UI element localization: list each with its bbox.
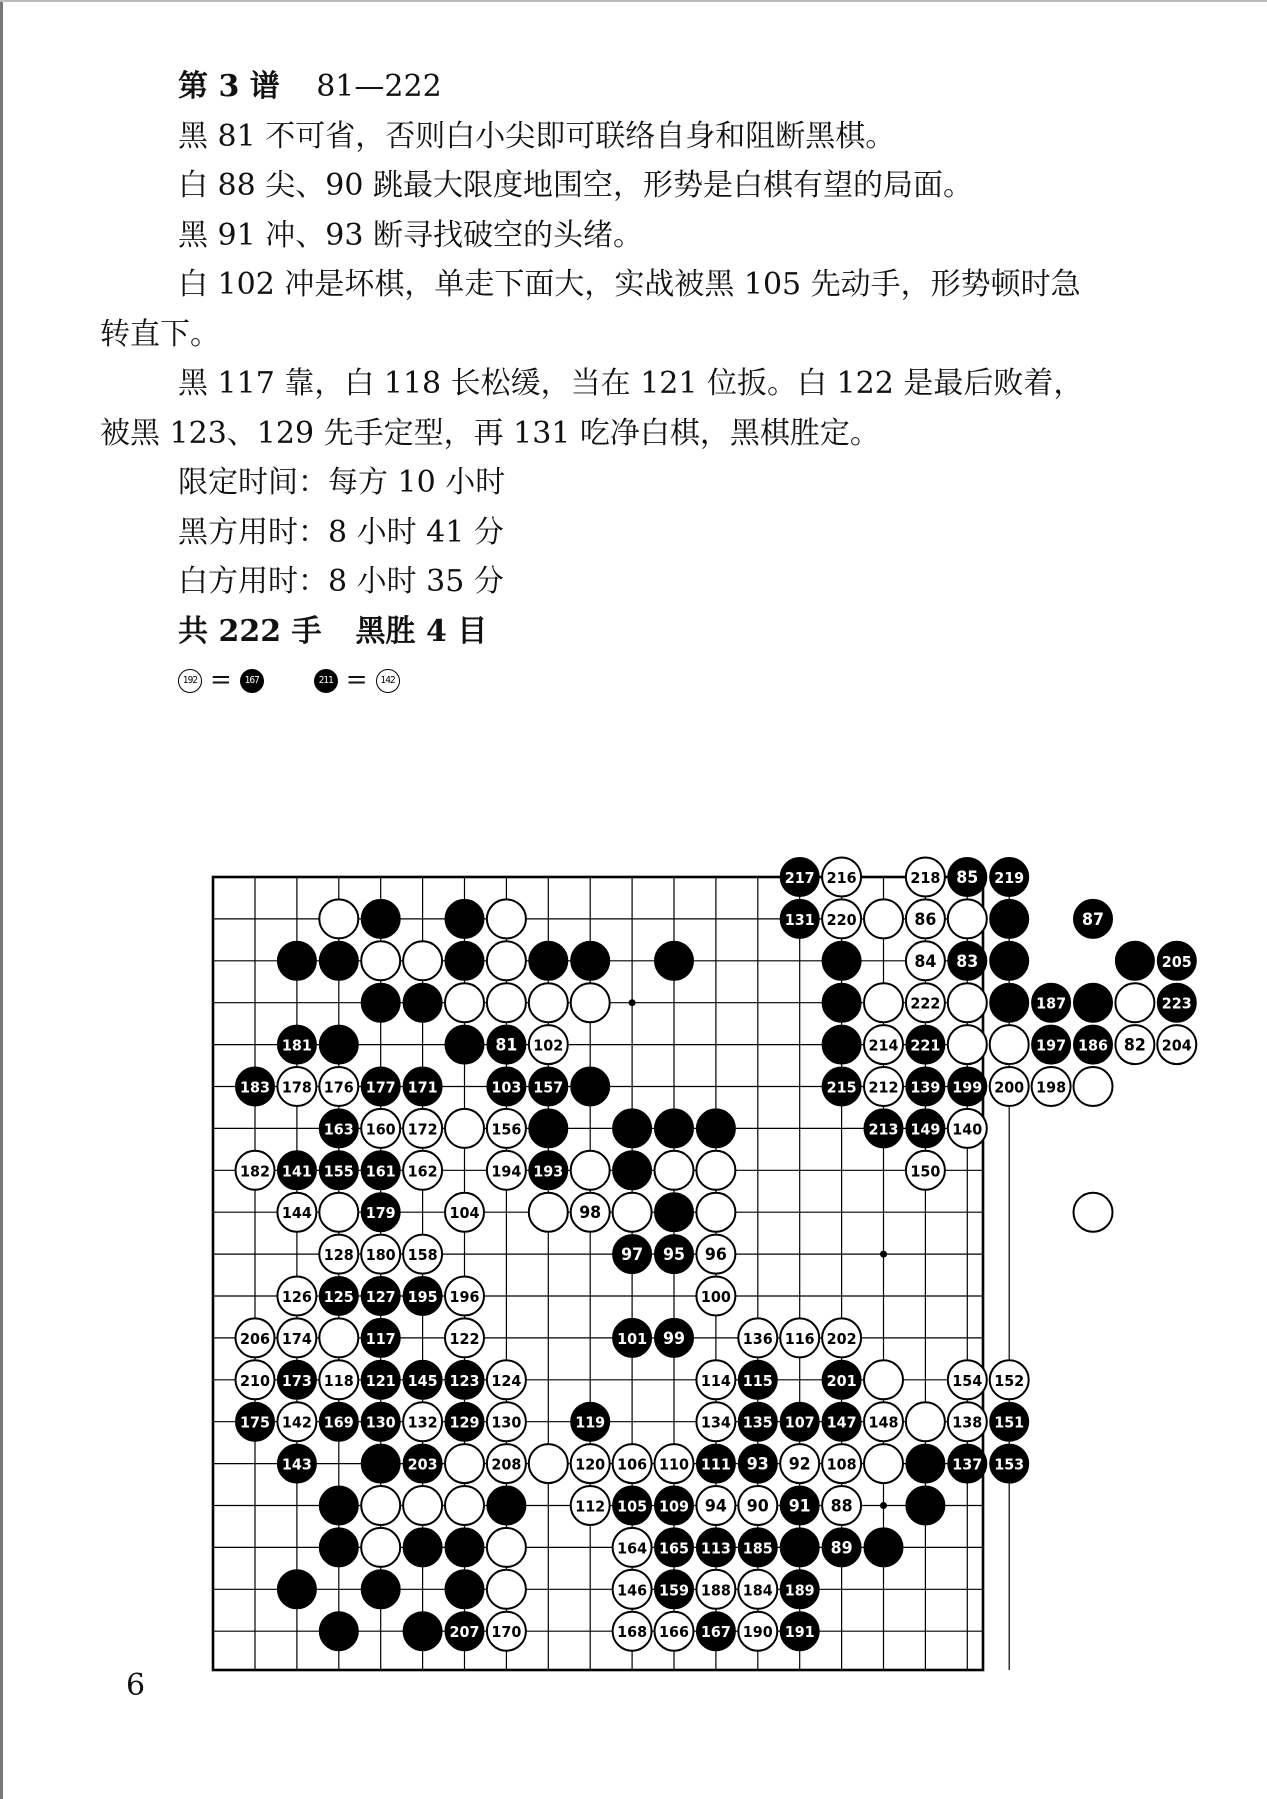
move-number: 214 [868, 1036, 899, 1055]
move-number: 111 [700, 1455, 731, 1474]
move-number: 95 [663, 1245, 685, 1266]
move-number: 89 [830, 1538, 853, 1559]
move-number: 186 [1078, 1036, 1108, 1055]
white-stone [1074, 1067, 1113, 1106]
move-number: 188 [700, 1581, 731, 1600]
black-stone [403, 1612, 442, 1651]
move-number: 148 [868, 1413, 899, 1432]
move-number: 201 [826, 1371, 857, 1390]
move-number: 181 [281, 1036, 312, 1055]
black-stone [361, 1444, 400, 1483]
move-number: 184 [742, 1581, 773, 1600]
white-stone [696, 1151, 735, 1190]
black-stone [1074, 983, 1113, 1022]
move-number: 169 [323, 1413, 354, 1432]
white-stone [445, 1109, 484, 1148]
equivalence-stone-white: 192 [178, 669, 202, 693]
white-stone [1115, 983, 1154, 1022]
move-number: 167 [700, 1623, 731, 1642]
move-number: 219 [994, 869, 1025, 887]
move-number: 163 [323, 1120, 354, 1139]
move-number: 183 [240, 1078, 270, 1097]
move-number: 100 [700, 1288, 731, 1306]
move-number: 189 [784, 1581, 815, 1600]
move-number: 150 [910, 1162, 941, 1181]
move-number: 176 [323, 1078, 354, 1097]
move-number: 168 [617, 1623, 648, 1642]
black-stone [361, 1570, 400, 1609]
move-number: 172 [407, 1120, 438, 1139]
white-stone [319, 899, 358, 938]
black-stone [990, 941, 1029, 980]
move-number: 138 [952, 1413, 983, 1432]
black-stone [655, 1193, 694, 1232]
white-stone [906, 1402, 945, 1441]
white-stone [1074, 1193, 1113, 1232]
move-number: 106 [617, 1455, 648, 1474]
white-stone [990, 1025, 1029, 1064]
commentary-paragraph: 黑 91 冲、93 断寻找破空的头绪。 [178, 217, 643, 253]
white-stone [487, 1570, 526, 1609]
move-number: 102 [533, 1036, 564, 1055]
move-number: 103 [491, 1078, 522, 1097]
move-number: 155 [323, 1162, 354, 1181]
move-number: 125 [323, 1288, 354, 1306]
commentary-paragraph: 白 102 冲是坏棋，单走下面大，实战被黑 105 先动手，形势顿时急转直下。 [100, 267, 1081, 352]
move-number: 154 [952, 1371, 983, 1390]
black-stone [571, 1067, 610, 1106]
diagram-title: 第 3 谱 [178, 69, 280, 104]
move-number: 143 [281, 1455, 312, 1474]
move-number: 128 [323, 1246, 354, 1265]
move-number: 112 [575, 1497, 606, 1516]
white-stone [403, 941, 442, 980]
black-stone [445, 941, 484, 980]
move-number: 87 [1082, 909, 1104, 930]
move-number: 142 [281, 1413, 312, 1432]
move-number: 136 [742, 1329, 773, 1348]
move-number: 105 [617, 1497, 648, 1516]
move-number: 191 [784, 1623, 815, 1642]
move-number: 85 [956, 868, 979, 888]
page-number: 6 [126, 1668, 146, 1703]
move-number: 202 [826, 1329, 857, 1348]
move-number: 179 [365, 1204, 396, 1223]
move-number: 99 [663, 1328, 685, 1349]
white-stone [403, 1486, 442, 1525]
move-number: 88 [830, 1496, 853, 1517]
move-number: 157 [533, 1078, 564, 1097]
move-number: 107 [784, 1413, 815, 1432]
move-number: 130 [365, 1413, 396, 1432]
move-number: 121 [365, 1371, 396, 1390]
move-number: 217 [784, 869, 815, 887]
white-stone [529, 1193, 568, 1232]
move-number: 113 [700, 1539, 731, 1558]
black-stone [319, 1528, 358, 1567]
black-stone [780, 1528, 819, 1567]
black-stone [445, 899, 484, 938]
move-number: 139 [910, 1078, 941, 1097]
move-number: 174 [281, 1329, 312, 1348]
star-point [629, 999, 636, 1006]
white-stone [948, 1025, 987, 1064]
move-number: 218 [910, 869, 941, 887]
white-stone [571, 1151, 610, 1190]
move-number: 151 [994, 1413, 1025, 1432]
move-number: 109 [659, 1497, 689, 1516]
move-number: 198 [1036, 1078, 1067, 1097]
move-number: 190 [742, 1623, 773, 1642]
move-number: 213 [868, 1120, 899, 1139]
black-stone [655, 1109, 694, 1148]
move-number: 175 [240, 1413, 270, 1432]
move-number: 221 [910, 1036, 941, 1055]
move-number: 166 [659, 1623, 689, 1642]
white-stone [445, 1444, 484, 1483]
move-number: 204 [1161, 1036, 1192, 1055]
black-stone [319, 1612, 358, 1651]
move-number: 83 [956, 951, 979, 972]
total-moves: 共 222 手 [178, 613, 322, 649]
white-stone [864, 1444, 903, 1483]
move-number: 152 [994, 1371, 1025, 1390]
move-number: 117 [365, 1329, 396, 1348]
move-number: 119 [575, 1413, 606, 1432]
move-number: 137 [952, 1455, 983, 1474]
move-number: 149 [910, 1120, 941, 1139]
white-time-used: 白方用时：8 小时 35 分 [178, 564, 504, 599]
move-number: 223 [1161, 994, 1192, 1013]
move-number: 215 [826, 1078, 857, 1097]
equivalence-stone-black: 167 [240, 669, 264, 693]
move-number: 196 [449, 1288, 480, 1306]
black-stone [319, 941, 358, 980]
white-stone [361, 941, 400, 980]
move-number: 159 [659, 1581, 689, 1600]
black-stone [655, 941, 694, 980]
white-stone [319, 1318, 358, 1357]
commentary-paragraph: 白 88 尖、90 跳最大限度地围空，形势是白棋有望的局面。 [178, 168, 973, 203]
move-number: 178 [281, 1078, 312, 1097]
move-number: 193 [533, 1162, 564, 1181]
black-stone [613, 1109, 652, 1148]
black-stone [529, 941, 568, 980]
black-time-used: 黑方用时：8 小时 41 分 [178, 514, 504, 550]
move-number: 123 [449, 1371, 480, 1390]
white-stone [529, 1444, 568, 1483]
black-stone [613, 1151, 652, 1190]
move-number: 212 [868, 1078, 899, 1097]
white-stone [864, 983, 903, 1022]
move-number: 120 [575, 1455, 606, 1474]
move-number: 110 [659, 1455, 689, 1474]
move-number: 153 [994, 1455, 1025, 1474]
move-number: 81 [495, 1035, 518, 1056]
white-stone [948, 899, 987, 938]
move-number: 173 [281, 1371, 312, 1390]
black-stone [822, 983, 861, 1022]
move-range: 81—222 [316, 69, 442, 104]
move-number: 141 [281, 1162, 312, 1181]
black-stone [403, 983, 442, 1022]
move-number: 104 [449, 1204, 480, 1223]
white-stone [864, 899, 903, 938]
white-stone [445, 983, 484, 1022]
black-stone [822, 1025, 861, 1064]
move-number: 134 [700, 1413, 731, 1432]
white-stone [696, 1193, 735, 1232]
white-stone [487, 941, 526, 980]
move-number: 194 [491, 1162, 522, 1181]
black-stone [529, 1109, 568, 1148]
move-number: 200 [994, 1078, 1025, 1097]
move-number: 177 [365, 1078, 396, 1097]
move-number: 210 [240, 1371, 270, 1390]
white-stone [864, 1360, 903, 1399]
move-number: 90 [746, 1496, 769, 1517]
white-stone [319, 1193, 358, 1232]
move-number: 129 [449, 1413, 480, 1432]
move-number: 135 [742, 1413, 773, 1432]
white-stone [571, 983, 610, 1022]
black-stone [864, 1528, 903, 1567]
black-stone [487, 1486, 526, 1525]
move-number: 144 [281, 1204, 312, 1223]
move-number: 122 [449, 1329, 480, 1348]
white-stone [613, 1193, 652, 1232]
move-number: 140 [952, 1120, 983, 1139]
move-number: 126 [281, 1288, 312, 1306]
move-number: 82 [1123, 1035, 1146, 1056]
black-stone [1115, 941, 1154, 980]
move-number: 97 [621, 1245, 644, 1266]
equivalence-stone-black: 211 [314, 669, 338, 693]
move-number: 158 [407, 1246, 438, 1265]
move-number: 94 [704, 1496, 728, 1517]
move-number: 86 [914, 909, 937, 930]
move-number: 170 [491, 1623, 522, 1642]
move-number: 132 [407, 1413, 438, 1432]
move-number: 131 [784, 910, 815, 929]
move-number: 147 [826, 1413, 857, 1432]
white-stone [487, 983, 526, 1022]
move-number: 205 [1161, 952, 1192, 971]
move-number: 98 [579, 1203, 602, 1224]
move-number: 127 [365, 1288, 396, 1306]
move-number: 171 [407, 1078, 438, 1097]
move-number: 180 [365, 1246, 396, 1265]
move-number: 92 [788, 1454, 811, 1475]
star-point [880, 1251, 887, 1258]
black-stone [445, 1570, 484, 1609]
move-number: 116 [784, 1329, 815, 1348]
move-number: 101 [617, 1329, 648, 1348]
move-number: 115 [742, 1371, 773, 1390]
move-number: 130 [491, 1413, 522, 1432]
white-stone [529, 983, 568, 1022]
move-number: 206 [240, 1329, 270, 1348]
black-stone [361, 899, 400, 938]
equals-sign: = [210, 664, 232, 695]
star-point [880, 1502, 887, 1509]
black-stone [445, 1025, 484, 1064]
move-number: 195 [407, 1288, 438, 1306]
black-stone [990, 899, 1029, 938]
game-result: 黑胜 4 目 [355, 613, 488, 649]
move-number: 124 [491, 1371, 522, 1390]
move-number: 96 [704, 1245, 727, 1266]
move-number: 182 [240, 1162, 270, 1181]
move-number: 84 [914, 951, 937, 972]
move-number: 164 [617, 1539, 648, 1558]
black-stone [277, 1570, 316, 1609]
white-stone [655, 1151, 694, 1190]
move-number: 161 [365, 1162, 396, 1181]
commentary-paragraph: 黑 81 不可省，否则白小尖即可联络自身和阻断黑棋。 [178, 118, 896, 154]
move-number: 197 [1036, 1036, 1067, 1055]
black-stone [319, 1025, 358, 1064]
black-stone [361, 983, 400, 1022]
move-number: 222 [910, 994, 941, 1013]
white-stone [487, 1528, 526, 1567]
equals-sign: = [345, 664, 368, 695]
move-number: 187 [1036, 994, 1067, 1013]
move-number: 185 [742, 1539, 773, 1558]
white-stone [361, 1486, 400, 1525]
move-number: 114 [700, 1371, 731, 1390]
move-number: 216 [826, 869, 857, 887]
move-number: 208 [491, 1455, 522, 1474]
move-number: 220 [826, 910, 857, 929]
black-stone [403, 1528, 442, 1567]
white-stone [948, 983, 987, 1022]
move-number: 203 [407, 1455, 438, 1474]
move-number: 93 [746, 1454, 769, 1475]
black-stone [906, 1486, 945, 1525]
black-stone [696, 1109, 735, 1148]
black-stone [277, 941, 316, 980]
black-stone [906, 1444, 945, 1483]
equivalence-stone-white: 142 [376, 669, 400, 693]
move-number: 207 [449, 1623, 480, 1642]
black-stone [319, 1486, 358, 1525]
white-stone [445, 1486, 484, 1525]
move-number: 118 [323, 1371, 354, 1390]
white-stone [361, 1528, 400, 1567]
black-stone [571, 941, 610, 980]
move-number: 108 [826, 1455, 857, 1474]
move-number: 162 [407, 1162, 438, 1181]
black-stone [445, 1528, 484, 1567]
black-stone [822, 941, 861, 980]
move-number: 156 [491, 1120, 522, 1139]
move-number: 165 [659, 1539, 689, 1558]
commentary-paragraph: 黑 117 靠，白 118 长松缓，当在 121 位扳。白 122 是最后败着，被黑 123、129 先手定型，再 131 吃净白棋，黑棋胜定。 [100, 366, 1084, 451]
time-limit: 限定时间：每方 10 小时 [178, 465, 506, 500]
move-number: 146 [617, 1581, 648, 1600]
move-number: 160 [365, 1120, 396, 1139]
move-number: 199 [952, 1078, 983, 1097]
move-number: 145 [407, 1371, 438, 1390]
black-stone [990, 983, 1029, 1022]
move-number: 91 [788, 1496, 811, 1517]
white-stone [487, 899, 526, 938]
